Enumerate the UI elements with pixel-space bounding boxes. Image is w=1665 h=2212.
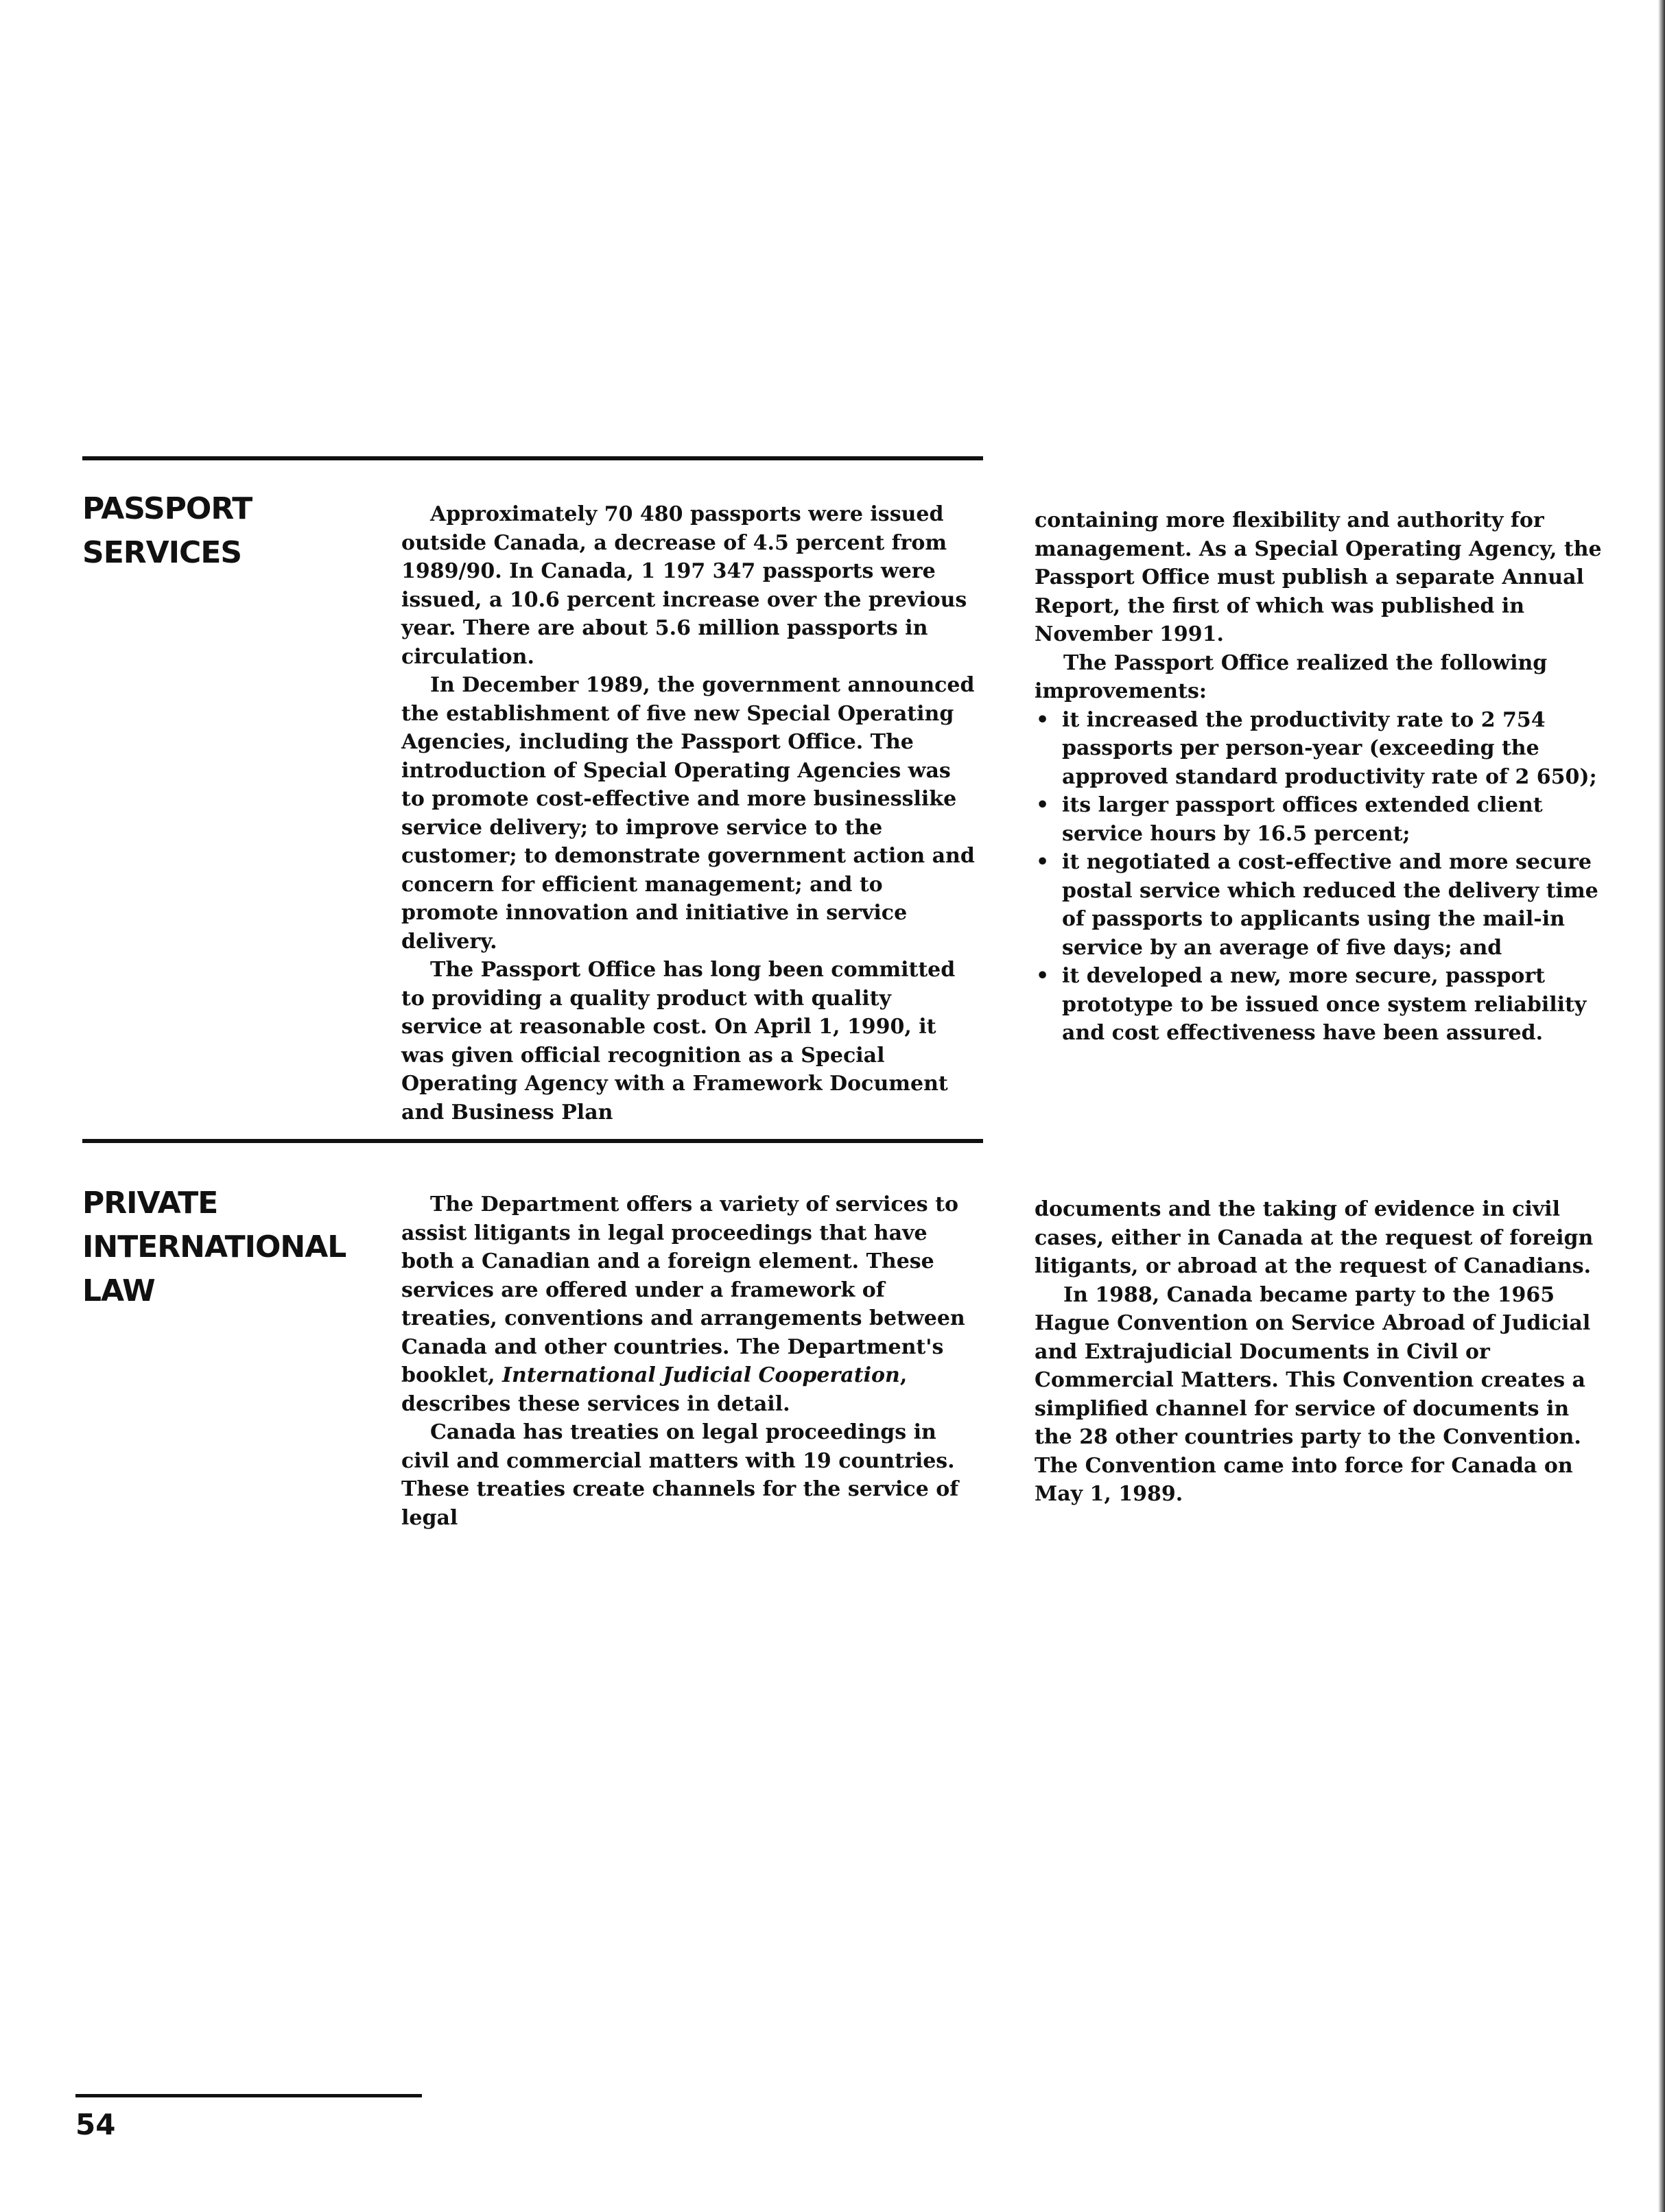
page-edge-shadow [1658, 0, 1665, 2212]
paragraph: The Passport Office has long been committed to providing a quality product with quality service at reasonable cost. On April 1, 1990, it was given official recognition as a Special Operating Agency with a Framework Document and Business Plan [401, 958, 956, 1125]
paragraph: The Passport Office realized the following improvements: [1035, 650, 1548, 703]
heading-line: SERVICES [82, 535, 242, 570]
bullet-icon: • [1036, 850, 1050, 874]
list-item-text: it increased the productivity rate to 2 754 passports per person-year (exceeding the approved standard productivity rate of 2 650); [1062, 707, 1597, 789]
paragraph: documents and the taking of evidence in civil cases, either in Canada at the request of foreign litigants, or abroad at the request of Canadians. [1035, 1197, 1594, 1278]
heading-line: PASSPORT [82, 491, 252, 526]
list-item [1035, 848, 1604, 962]
list-item-text: it developed a new, more secure, passport prototype to be issued once system reliability and cost effectiveness have been assured. [1062, 964, 1587, 1045]
section-heading-passport-services [82, 487, 252, 575]
paragraph: In 1988, Canada became party to the 1965 Hague Convention on Service Abroad of Judicial and Extrajudicial Documents in Civil or Commercial Matters. This Convention creates a simplified channel for service of documents in the 28 other countries party to the Convention. The Convention came into force for Canada on May 1, 1989. [1035, 1282, 1591, 1506]
paragraph: Approximately 70 480 passports were issued outside Canada, a decrease of 4.5 percent from 1989/90. In Canada, 1 197 347 passports were issued, a 10.6 percent increase over the previous year. There are about 5.6 million passports in circulation. [401, 502, 967, 669]
paragraph: containing more flexibility and authority for management. As a Special Operating Agency, the Passport Office must publish a separate Annual Report, the first of which was published in November 1991. [1035, 508, 1602, 646]
improvements-list [1035, 706, 1604, 1048]
paragraph: In December 1989, the government announced the establishment of five new Special Operating Agencies, including the Passport Office. The introduction of Special Operating Agencies was to promote cost-effective and more businesslike service delivery; to improve service to the customer; to demonstrate government action and concern for efficient management; and to promote innovation and initiative in service delivery. [401, 673, 975, 954]
section-rule-passport [82, 456, 983, 460]
list-item [1035, 962, 1604, 1048]
section-rule-private-international-law [82, 1139, 983, 1143]
page-number: 54 [75, 2108, 116, 2141]
passport-left-column [401, 500, 978, 1127]
passport-right-column [1035, 506, 1604, 1048]
private-law-left-column [401, 1190, 978, 1532]
paragraph: Canada has treaties on legal proceedings in civil and commercial matters with 19 countries. These treaties create channels for the service of legal [401, 1420, 959, 1530]
list-item [1035, 791, 1604, 848]
paragraph-text: The Department offers a variety of services to assist litigants in legal proceedings that have both a Canadian and a foreign element. These services are offered under a framework of treaties, conventions and arrangements between Canada and other countries. The Department's booklet, [401, 1192, 965, 1387]
footer-rule [75, 2094, 422, 2097]
bullet-icon: • [1036, 964, 1050, 988]
list-item-text: it negotiated a cost-effective and more secure postal service which reduced the delivery time of passports to applicants using the mail-in service by an average of five days; and [1062, 850, 1598, 960]
paragraph-text: , describes these services in detail. [401, 1363, 908, 1416]
bullet-icon: • [1036, 707, 1050, 732]
bullet-icon: • [1036, 793, 1050, 817]
list-item [1035, 706, 1604, 792]
heading-line: INTERNATIONAL [82, 1229, 346, 1264]
private-law-right-column [1035, 1195, 1604, 1509]
section-heading-private-international-law [82, 1181, 346, 1313]
booklet-title: International Judicial Cooperation [502, 1363, 900, 1387]
paragraph [401, 1190, 978, 1418]
heading-line: PRIVATE [82, 1186, 218, 1221]
heading-line: LAW [82, 1273, 155, 1308]
list-item-text: its larger passport offices extended client service hours by 16.5 percent; [1062, 793, 1543, 846]
